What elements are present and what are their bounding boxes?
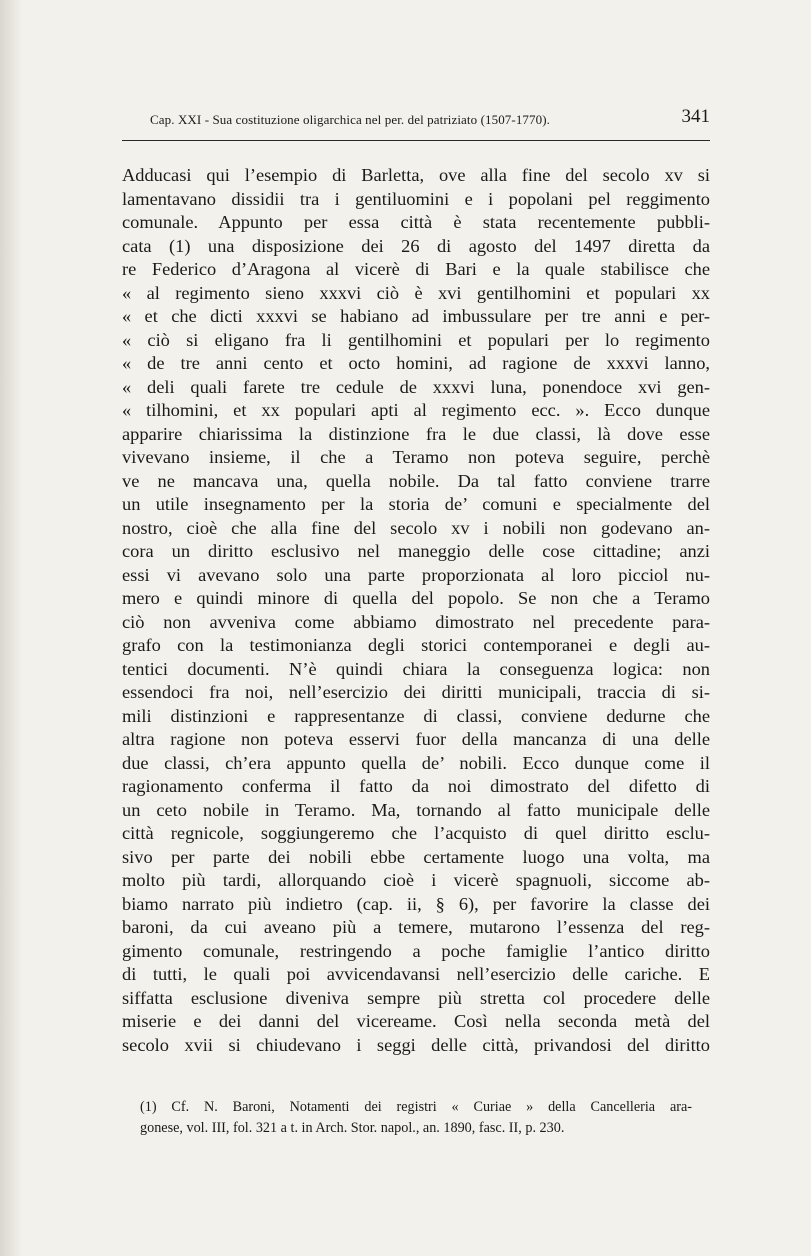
text-line: miserie e dei danni del vicereame. Così nella seconda metà del xyxy=(122,1011,710,1031)
text-line: baroni, da cui aveano più a temere, mutarono l’essenza del reg- xyxy=(122,917,710,937)
text-line: tentici documenti. N’è quindi chiara la conseguenza logica: non xyxy=(122,658,710,679)
running-header xyxy=(122,106,710,136)
text-line: lamentavano dissidii tra i gentiluomini e i popolani pel reggimento xyxy=(122,188,710,209)
text-line: di tutti, le quali poi avvicendavansi nell’esercizio delle cariche. E xyxy=(122,964,710,984)
footnote-line: gonese, vol. III, fol. 321 a t. in Arch. Stor. napol., an. 1890, fasc. II, p. 230. xyxy=(140,1120,565,1136)
text-line: molto più tardi, allorquando cioè i vicerè spagnuoli, siccome ab- xyxy=(122,870,710,890)
text-line: essendoci fra noi, nell’esercizio dei diritti municipali, traccia di si- xyxy=(122,682,710,702)
text-line: ve ne mancava una, quella nobile. Da tal fatto conviene trarre xyxy=(122,470,710,491)
text-line: « tilhomini, et xx populari apti al regimento ecc. ». Ecco dunque xyxy=(122,400,710,420)
text-line: « de tre anni cento et octo homini, ad ragione de xxxvi lanno, xyxy=(122,353,710,373)
text-line: essi vi avevano solo una parte proporzionata al loro picciol nu- xyxy=(122,564,710,585)
text-line: ciò non avveniva come abbiamo dimostrato nel precedente para- xyxy=(122,611,710,632)
text-line: altra ragione non poteva esservi fuor della mancanza di una delle xyxy=(122,729,710,749)
body-text xyxy=(122,164,710,1057)
text-line: grafo con la testimonianza degli storici contemporanei e degli au- xyxy=(122,635,710,655)
text-line: nostro, cioè che alla fine del secolo xv i nobili non godevano an- xyxy=(122,517,710,538)
header-rule xyxy=(122,140,710,141)
text-line: un utile insegnamento per la storia de’ comuni e specialmente del xyxy=(122,494,710,514)
text-line: cora un diritto esclusivo nel maneggio delle cose cittadine; anzi xyxy=(122,541,710,561)
running-title: Cap. XXI - Sua costituzione oligarchica nel per. del patriziato (1507-1770). xyxy=(150,112,551,127)
text-line: cata (1) una disposizione dei 26 di agosto del 1497 diretta da xyxy=(122,235,710,256)
footnote-line: (1) Cf. N. Baroni, Notamenti dei registri « Curiae » della Cancelleria ara- xyxy=(140,1099,692,1115)
text-line: gimento comunale, restringendo a poche famiglie l’antico diritto xyxy=(122,940,710,961)
text-line: sivo per parte dei nobili ebbe certamente luogo una volta, ma xyxy=(122,846,710,867)
footnotes xyxy=(140,1097,692,1139)
text-line: mili distinzioni e rappresentanze di classi, conviene dedurne che xyxy=(122,705,710,726)
text-line: due classi, ch’era appunto quella de’ nobili. Ecco dunque come il xyxy=(122,752,710,773)
text-line: mero e quindi minore di quella del popolo. Se non che a Teramo xyxy=(122,588,710,608)
text-line: ragionamento conferma il fatto da noi dimostrato del difetto di xyxy=(122,776,710,796)
page-number: 341 xyxy=(681,106,710,127)
text-line: comunale. Appunto per essa città è stata recentemente pubbli- xyxy=(122,212,710,232)
text-line: apparire chiarissima la distinzione fra le due classi, là dove esse xyxy=(122,423,710,444)
text-line: siffatta esclusione diveniva sempre più stretta col procedere delle xyxy=(122,987,710,1008)
text-line: « et che dicti xxxvi se habiano ad imbussulare per tre anni e per- xyxy=(122,306,710,326)
text-line: « al regimento sieno xxxvi ciò è xvi gentilhomini et populari xx xyxy=(122,282,710,303)
text-line: Adducasi qui l’esempio di Barletta, ove alla fine del secolo xv si xyxy=(122,165,710,185)
text-line: secolo xvii si chiudevano i seggi delle città, privandosi del diritto xyxy=(122,1034,710,1055)
text-line: re Federico d’Aragona al vicerè di Bari e la quale stabilisce che xyxy=(122,259,710,279)
text-line: « ciò si eligano fra li gentilhomini et populari per lo regimento xyxy=(122,329,710,350)
text-line: un ceto nobile in Teramo. Ma, tornando al fatto municipale delle xyxy=(122,799,710,820)
text-line: città regnicole, soggiungeremo che l’acquisto di quel diritto esclu- xyxy=(122,823,710,843)
text-line: « deli quali farete tre cedule de xxxvi luna, ponendoce xvi gen- xyxy=(122,376,710,397)
text-line: vivevano insieme, il che a Teramo non poteva seguire, perchè xyxy=(122,447,710,467)
text-line: biamo narrato più indietro (cap. ii, § 6), per favorire la classe dei xyxy=(122,893,710,914)
